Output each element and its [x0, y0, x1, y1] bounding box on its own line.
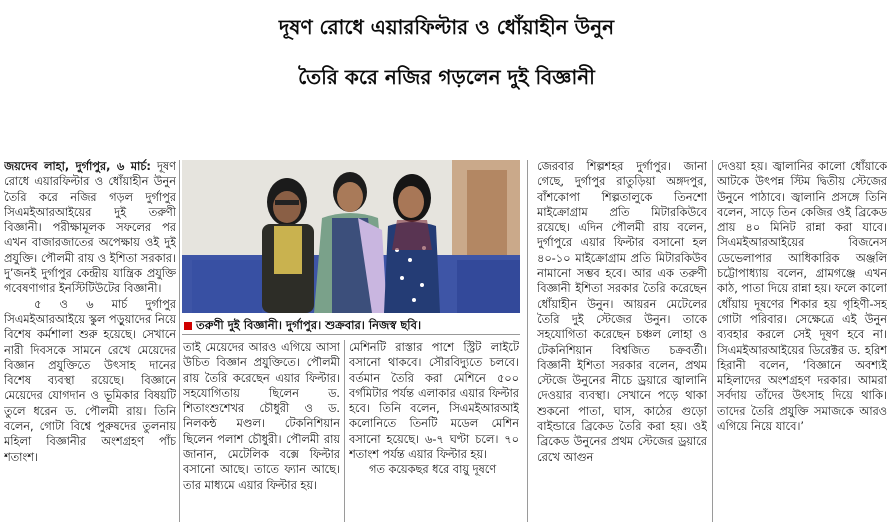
- article-column-3: [349, 340, 519, 523]
- headline-line-1: দূষণ রোধে এয়ারফিল্টার ও ধোঁয়াহীন উনুন: [278, 15, 615, 39]
- column-divider: [712, 160, 713, 522]
- headline-line-2: তৈরি করে নজির গড়লেন দুই বিজ্ঞানী: [298, 65, 595, 89]
- photo-caption-text: তরুণী দুই বিজ্ঞানী। দুর্গাপুর। শুক্রবার। নিজস্ব ছবি।: [196, 318, 422, 332]
- news-photo: [182, 160, 520, 313]
- article-paragraph-3: তাই মেয়েদের আরও এগিয়ে আসা উচিত বিজ্ঞান প্রযুক্তিতে। পৌলমী রায় তৈরি করেছেন এয়ার ফিল্টার। সহযোগিতায় ছিলেন ড. শিতাংশুশেখর চৌধুরী ও ড. নিলকন্ঠ মণ্ডল। টেকনিশিয়ান ছিলেন পলাশ চৌধুরী। পৌলমী রায় জানান, মেটেলিক বক্সে ফিল্টার বসানো আছে। তাতে ফ্যান আছে। তার মাধ্যমে এয়ার ফিল্টার হয়।: [183, 341, 340, 492]
- article-column-2: [183, 340, 340, 523]
- article-paragraph-1: দূষণ রোধে এয়ারফিল্টার ও ধোঁয়াহীন উনুন তৈরি করে নজির গড়ল দুর্গাপুর সিএমইআরআইয়ের দুই তরুণী বিজ্ঞানী। পরীক্ষামূলক সফলের পর এখন বাজারজাতের অপেক্ষায় ওই দুই প্রযুক্তি। পৌলমী রায় ও ইশিতা সরকার। দু’জনই দুর্গাপুর কেন্দ্রীয় যান্ত্রিক প্রযুক্তি গবেষণাগার ইনস্টিটিউটের বিজ্ঞানী।: [4, 160, 176, 296]
- article-column-4: [537, 159, 707, 523]
- caption-marker-icon: [184, 322, 192, 330]
- article-paragraph-2: ৫ ও ৬ মার্চ দুর্গাপুর সিএমইআরআইয়ে স্কুল পড়ুয়াদের নিয়ে বিশেষ কর্মশালা শুরু হয়েছে। সেখানে নারী দিবসকে সামনে রেখে মেয়েদের বিজ্ঞান প্রযুক্তিতে উৎসাহ দানের বিশেষ ব্যবস্থা রয়েছে। বিজ্ঞানে মেয়েদের যোগদান ও ভূমিকার বিষয়টি তুলে ধরেন ড. পৌলমী রায়। তিনি বলেন, গোটা বিশ্বে পুরুষদের তুলনায় মহিলা বিজ্ঞানীর অংশগ্রহণ পাঁচ শতাংশ।: [4, 297, 176, 464]
- article-paragraph-4: মেশিনটি রাস্তার পাশে স্ট্রিট লাইটে বসানো থাকবে। সৌরবিদ্যুতে চলবে। বর্তমান তৈরি করা মেশিনে ৫০০ বর্গমিটার পর্যন্ত এলাকার এয়ার ফিল্টার হবে। তিনি বলেন, সিএমইআরআই কলোনিতে তিনটি মডেল মেশিন বসানো হয়েছে। ৬-৭ ঘণ্টা চলে। ৭০ শতাংশ পর্যন্ত এয়ার ফিল্টার হয়।: [349, 341, 519, 462]
- article-intro: [4, 159, 176, 297]
- article-paragraph-7: দেওয়া হয়। জ্বালানির কালো ধোঁয়াকে আটকে উৎপন্ন স্টিম দ্বিতীয় স্টেজের উনুনে পাঠাবে। জ্বালানি প্রসঙ্গে তিনি বলেন, সাড়ে তিন কেজির ওই ব্রিকেড প্রায় ৪০ মিনিট রান্না করা যাবে। সিএমইআরআইয়ের বিজনেস ডেভেলাপার আধিকারিক অঞ্জলি চট্টোপাধ্যায় বলেন, গ্রামগঞ্জে এখন কাঠ, পাতা দিয়ে রান্না হয়। ফলে কালো ধোঁয়ায় দূষণের শিকার হয় গৃহিণী-সহ গোটা পরিবার। সেক্ষেত্রে এই উনুন ব্যবহার করলে সেই দূষণ হবে না। সিএমইআরআইয়ের ডিরেক্টর ড. হরিশ হিরানী বলেন, ‘বিজ্ঞানে অবশ্যই মহিলাদের অংশগ্রহণ দরকার। আমরা সর্বদায় তাঁদের উৎসাহ দিয়ে থাকি। তাদের তৈরি প্রযুক্তি সমাজকে আরও এগিয়ে নিয়ে যাবে।’: [717, 160, 887, 434]
- photo-caption: [182, 316, 520, 335]
- article-column-5: [717, 159, 887, 523]
- column-divider: [344, 340, 345, 522]
- column-divider: [179, 160, 180, 522]
- byline: জয়দেব লাহা, দুর্গাপুর, ৬ মার্চ:: [4, 160, 151, 173]
- article-paragraph-5: গত কয়েকছর ধরে বায়ু দূষণে: [369, 463, 497, 477]
- article-paragraph-6: জেরবার শিল্পশহর দুর্গাপুর। জানা গেছে, দুর্গাপুর রাতুড়িয়া অঙ্গদপুর, বাঁশকোপা শিল্পতালুকে তিনশো মাইক্রোগ্রাম প্রতি মিটারকিউবে রয়েছে। এদিন পৌলমী রায় বলেন, দুর্গাপুরে এয়ার ফিল্টার বসানো হল ৪০-১০ মাইক্রোগ্রাম প্রতি মিটারকিউব নামানো সম্ভব হবে। আর এক তরুণী বিজ্ঞানী ইশিতা সরকার তৈরি করেছেন ধোঁয়াহীন উনুন। আয়রন মেটেলের তৈরি দুই স্টেজের উনুন। তাকে সহযোগিতা করেছেন চঞ্চল লোহা ও টেকনিশিয়ান বিশ্বজিত চক্রবর্তী। বিজ্ঞানী ইশিতা সরকার বলেন, প্রথম স্টেজে উনুনের নীচে ড্রয়ারে জ্বালানি দেওয়ার ব্যবস্থা। সেখানে পড়ে থাকা শুকনো পাতা, ঘাস, কাঠের গুড়ো বাইন্ডারে ব্রিকেড তৈরি করা হয়। ওই ব্রিকেড উনুনের প্রথম স্টেজের ড্রয়ারে রেখে আগুন: [537, 160, 707, 464]
- article-column-1: [4, 159, 176, 523]
- column-divider: [527, 160, 528, 522]
- headline: [0, 2, 893, 102]
